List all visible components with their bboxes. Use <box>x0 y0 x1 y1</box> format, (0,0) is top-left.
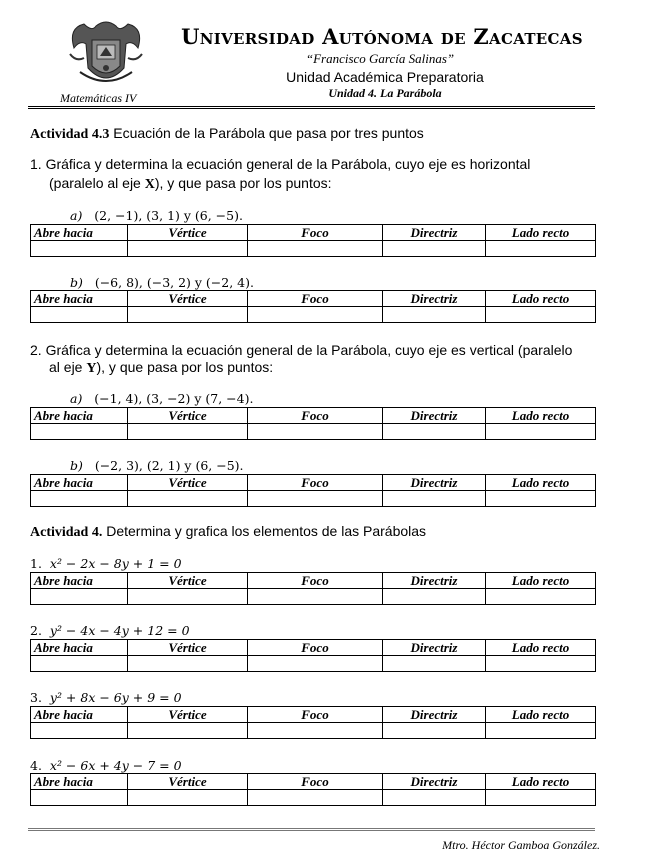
answer-table-2a <box>30 407 596 440</box>
question-1-line2-after: ), y que pasa por los puntos: <box>154 175 332 191</box>
table-answer-row <box>31 307 596 323</box>
table-header-row <box>31 774 596 790</box>
answer-cell-lado-recto[interactable] <box>486 307 596 323</box>
answer-cell-lado-recto[interactable] <box>486 424 596 440</box>
table-answer-row <box>31 656 596 672</box>
question-2a-points: (−1, 4), (3, −2) y (7, −4). <box>94 391 254 406</box>
answer-cell-vertice[interactable] <box>128 589 248 605</box>
answer-cell-lado-recto[interactable] <box>486 491 596 507</box>
equation-2-expression: y² − 4x − 4y + 12 = 0 <box>49 623 190 638</box>
header-foco: Foco <box>248 475 383 491</box>
header-lado-recto: Lado recto <box>486 225 596 241</box>
question-2a-label: a) <box>70 391 83 406</box>
answer-cell-directriz[interactable] <box>383 656 486 672</box>
header-abre-hacia: Abre hacia <box>31 408 128 424</box>
table-answer-row <box>31 790 596 806</box>
equation-2-number: 2. <box>30 623 42 638</box>
answer-cell-directriz[interactable] <box>383 589 486 605</box>
answer-cell-foco[interactable] <box>248 589 383 605</box>
header-directriz: Directriz <box>383 225 486 241</box>
answer-cell-vertice[interactable] <box>128 424 248 440</box>
question-2a <box>70 391 253 406</box>
equation-1-number: 1. <box>30 556 42 571</box>
header-foco: Foco <box>248 291 383 307</box>
header-vertice: Vértice <box>128 640 248 656</box>
answer-cell-lado-recto[interactable] <box>486 589 596 605</box>
header-directriz: Directriz <box>383 707 486 723</box>
question-2-line2-after: ), y que pasa por los puntos: <box>96 359 274 375</box>
header-directriz: Directriz <box>383 640 486 656</box>
header-lado-recto: Lado recto <box>486 707 596 723</box>
page-header <box>0 0 650 115</box>
equation-3-expression: y² + 8x − 6y + 9 = 0 <box>49 690 182 705</box>
header-divider-2 <box>28 108 595 109</box>
answer-cell-foco[interactable] <box>248 723 383 739</box>
subject-label: Matemáticas IV <box>60 91 137 105</box>
header-foco: Foco <box>248 640 383 656</box>
answer-cell-directriz[interactable] <box>383 241 486 257</box>
answer-cell-foco[interactable] <box>248 656 383 672</box>
answer-table-2b <box>30 474 596 507</box>
header-vertice: Vértice <box>128 225 248 241</box>
header-directriz: Directriz <box>383 573 486 589</box>
activity-43-label: Actividad 4.3 <box>30 127 110 142</box>
answer-cell-abre-hacia[interactable] <box>31 589 128 605</box>
header-foco: Foco <box>248 573 383 589</box>
table-answer-row <box>31 424 596 440</box>
answer-cell-vertice[interactable] <box>128 307 248 323</box>
answer-table-eq2 <box>30 639 596 672</box>
answer-cell-directriz[interactable] <box>383 790 486 806</box>
answer-cell-lado-recto[interactable] <box>486 241 596 257</box>
equation-1-expression: x² − 2x − 8y + 1 = 0 <box>49 556 182 571</box>
answer-cell-lado-recto[interactable] <box>486 790 596 806</box>
answer-cell-abre-hacia[interactable] <box>31 241 128 257</box>
answer-cell-foco[interactable] <box>248 790 383 806</box>
unit-title: Unidad 4. La Parábola <box>328 86 442 100</box>
header-lado-recto: Lado recto <box>486 291 596 307</box>
table-answer-row <box>31 723 596 739</box>
answer-cell-foco[interactable] <box>248 241 383 257</box>
answer-table-1a <box>30 224 596 257</box>
answer-table-1b <box>30 290 596 323</box>
table-header-row <box>31 640 596 656</box>
table-answer-row <box>31 491 596 507</box>
equation-4 <box>30 758 182 773</box>
answer-cell-lado-recto[interactable] <box>486 723 596 739</box>
question-1a <box>70 208 243 223</box>
question-2b-label: b) <box>70 458 83 473</box>
header-lado-recto: Lado recto <box>486 774 596 790</box>
answer-cell-abre-hacia[interactable] <box>31 723 128 739</box>
answer-cell-directriz[interactable] <box>383 723 486 739</box>
header-directriz: Directriz <box>383 408 486 424</box>
header-abre-hacia: Abre hacia <box>31 774 128 790</box>
answer-cell-foco[interactable] <box>248 491 383 507</box>
question-1-line2 <box>49 175 332 193</box>
equation-2 <box>30 623 190 638</box>
header-vertice: Vértice <box>128 573 248 589</box>
header-vertice: Vértice <box>128 475 248 491</box>
activity-4-heading <box>30 523 426 541</box>
header-directriz: Directriz <box>383 774 486 790</box>
header-vertice: Vértice <box>128 408 248 424</box>
question-2-axis: Y <box>86 361 97 376</box>
university-crest-icon <box>66 18 146 90</box>
header-directriz: Directriz <box>383 475 486 491</box>
header-foco: Foco <box>248 408 383 424</box>
answer-cell-lado-recto[interactable] <box>486 656 596 672</box>
answer-cell-abre-hacia[interactable] <box>31 656 128 672</box>
question-1a-points: (2, −1), (3, 1) y (6, −5). <box>94 208 243 223</box>
header-abre-hacia: Abre hacia <box>31 225 128 241</box>
question-2-line2 <box>49 359 273 377</box>
header-divider <box>28 106 595 107</box>
table-header-row <box>31 707 596 723</box>
footer-divider-2 <box>28 830 595 831</box>
answer-cell-abre-hacia[interactable] <box>31 491 128 507</box>
answer-cell-vertice[interactable] <box>128 790 248 806</box>
answer-cell-vertice[interactable] <box>128 241 248 257</box>
question-1a-label: a) <box>70 208 83 223</box>
question-1-axis: X <box>144 177 155 192</box>
answer-cell-abre-hacia[interactable] <box>31 790 128 806</box>
table-header-row <box>31 475 596 491</box>
question-1-line1: 1. Gráfica y determina la ecuación general de la Parábola, cuyo eje es horizontal <box>30 156 531 172</box>
answer-cell-foco[interactable] <box>248 424 383 440</box>
question-2-line1: 2. Gráfica y determina la ecuación general de la Parábola, cuyo eje es vertical (paralelo <box>30 342 573 358</box>
header-lado-recto: Lado recto <box>486 640 596 656</box>
question-2-line2-before: al eje <box>49 359 87 375</box>
question-1b-label: b) <box>70 275 83 290</box>
header-directriz: Directriz <box>383 291 486 307</box>
answer-cell-abre-hacia[interactable] <box>31 424 128 440</box>
table-header-row <box>31 408 596 424</box>
answer-table-eq3 <box>30 706 596 739</box>
answer-cell-foco[interactable] <box>248 307 383 323</box>
table-header-row <box>31 225 596 241</box>
academic-unit: Unidad Académica Preparatoria <box>286 69 484 85</box>
equation-4-number: 4. <box>30 758 42 773</box>
university-motto: “Francisco García Salinas” <box>305 51 455 66</box>
table-header-row <box>31 291 596 307</box>
header-lado-recto: Lado recto <box>486 408 596 424</box>
answer-table-eq1 <box>30 572 596 605</box>
header-vertice: Vértice <box>128 707 248 723</box>
university-title: Universidad Autónoma de Zacatecas <box>181 24 583 49</box>
footer-divider <box>28 828 595 829</box>
header-abre-hacia: Abre hacia <box>31 475 128 491</box>
equation-4-expression: x² − 6x + 4y − 7 = 0 <box>49 758 182 773</box>
answer-cell-vertice[interactable] <box>128 723 248 739</box>
question-1b <box>70 275 254 290</box>
header-lado-recto: Lado recto <box>486 573 596 589</box>
header-foco: Foco <box>248 707 383 723</box>
header-abre-hacia: Abre hacia <box>31 707 128 723</box>
header-foco: Foco <box>248 774 383 790</box>
footer-author: Mtro. Héctor Gamboa González. <box>442 838 600 852</box>
activity-43-heading <box>30 125 424 143</box>
header-abre-hacia: Abre hacia <box>31 640 128 656</box>
header-lado-recto: Lado recto <box>486 475 596 491</box>
answer-cell-vertice[interactable] <box>128 491 248 507</box>
table-header-row <box>31 573 596 589</box>
question-1b-points: (−6, 8), (−3, 2) y (−2, 4). <box>94 275 254 290</box>
answer-cell-directriz[interactable] <box>383 424 486 440</box>
question-2b-points: (−2, 3), (2, 1) y (6, −5). <box>94 458 244 473</box>
answer-table-eq4 <box>30 773 596 806</box>
answer-cell-abre-hacia[interactable] <box>31 307 128 323</box>
header-abre-hacia: Abre hacia <box>31 573 128 589</box>
activity-4-title: Determina y grafica los elementos de las Parábolas <box>102 523 427 539</box>
question-1-line2-before: (paralelo al eje <box>49 175 145 191</box>
activity-43-title: Ecuación de la Parábola que pasa por tres puntos <box>109 125 424 141</box>
equation-3-number: 3. <box>30 690 42 705</box>
header-vertice: Vértice <box>128 774 248 790</box>
answer-cell-directriz[interactable] <box>383 491 486 507</box>
equation-3 <box>30 690 182 705</box>
activity-4-label: Actividad 4. <box>30 525 103 540</box>
header-foco: Foco <box>248 225 383 241</box>
equation-1 <box>30 556 182 571</box>
answer-cell-vertice[interactable] <box>128 656 248 672</box>
question-2b <box>70 458 244 473</box>
table-answer-row <box>31 241 596 257</box>
header-abre-hacia: Abre hacia <box>31 291 128 307</box>
answer-cell-directriz[interactable] <box>383 307 486 323</box>
table-answer-row <box>31 589 596 605</box>
header-vertice: Vértice <box>128 291 248 307</box>
